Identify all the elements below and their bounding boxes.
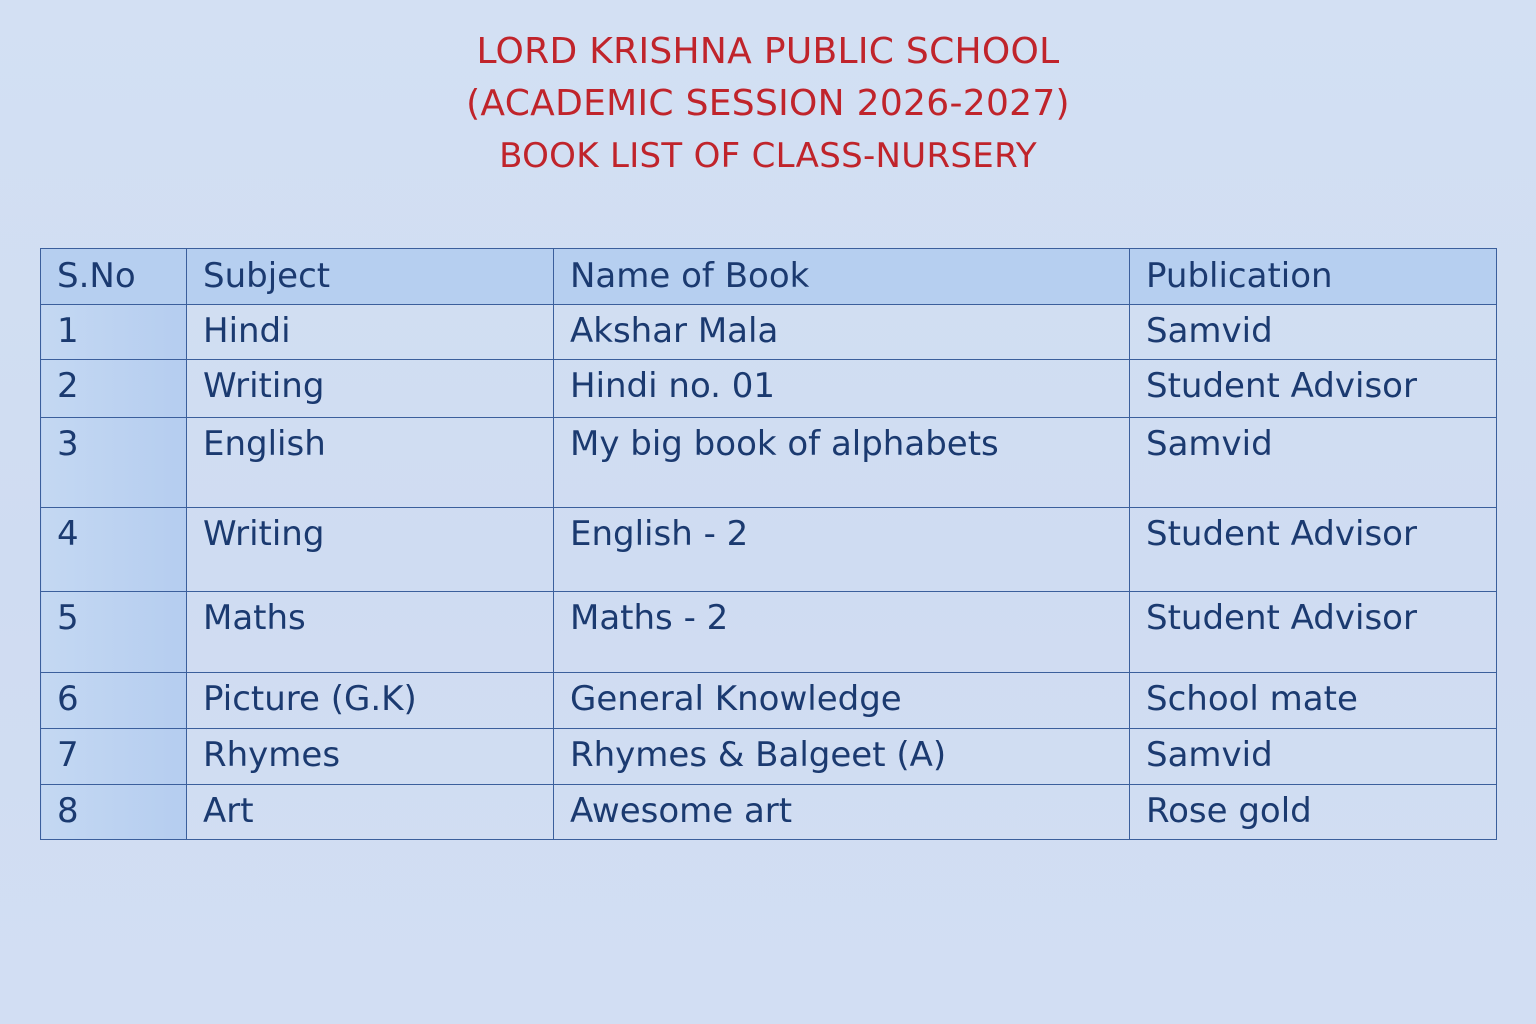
cell-subject: Hindi xyxy=(187,305,554,360)
cell-publication: Student Advisor xyxy=(1130,360,1497,418)
table-row xyxy=(41,418,1497,508)
cell-sno: 4 xyxy=(41,508,187,592)
cell-subject: Art xyxy=(187,785,554,840)
cell-subject: Picture (G.K) xyxy=(187,673,554,729)
cell-book-name: Hindi no. 01 xyxy=(554,360,1130,418)
cell-sno: 7 xyxy=(41,729,187,785)
cell-subject: Writing xyxy=(187,508,554,592)
cell-publication: Student Advisor xyxy=(1130,508,1497,592)
table-row xyxy=(41,729,1497,785)
cell-subject: Writing xyxy=(187,360,554,418)
column-header-publication: Publication xyxy=(1130,249,1497,305)
table-row xyxy=(41,508,1497,592)
cell-sno: 6 xyxy=(41,673,187,729)
column-header-subject: Subject xyxy=(187,249,554,305)
book-list-title: BOOK LIST OF CLASS-NURSERY xyxy=(499,136,1037,176)
cell-publication: Samvid xyxy=(1130,418,1497,508)
cell-book-name: Awesome art xyxy=(554,785,1130,840)
table-row xyxy=(41,673,1497,729)
column-header-book-name: Name of Book xyxy=(554,249,1130,305)
table-header-row xyxy=(41,249,1497,305)
cell-publication: Rose gold xyxy=(1130,785,1497,840)
cell-sno: 3 xyxy=(41,418,187,508)
cell-sno: 2 xyxy=(41,360,187,418)
table-row xyxy=(41,305,1497,360)
document-header xyxy=(0,26,1536,182)
column-header-sno: S.No xyxy=(41,249,187,305)
cell-publication: Samvid xyxy=(1130,305,1497,360)
cell-sno: 8 xyxy=(41,785,187,840)
academic-session: (ACADEMIC SESSION 2026-2027) xyxy=(466,83,1070,124)
table-row xyxy=(41,785,1497,840)
cell-book-name: Akshar Mala xyxy=(554,305,1130,360)
book-list-table xyxy=(40,248,1497,840)
cell-book-name: My big book of alphabets xyxy=(554,418,1130,508)
cell-book-name: Rhymes & Balgeet (A) xyxy=(554,729,1130,785)
cell-sno: 1 xyxy=(41,305,187,360)
cell-subject: Maths xyxy=(187,592,554,673)
cell-book-name: General Knowledge xyxy=(554,673,1130,729)
cell-subject: English xyxy=(187,418,554,508)
school-name: LORD KRISHNA PUBLIC SCHOOL xyxy=(476,31,1060,72)
cell-publication: Student Advisor xyxy=(1130,592,1497,673)
cell-publication: School mate xyxy=(1130,673,1497,729)
cell-book-name: English - 2 xyxy=(554,508,1130,592)
table-row xyxy=(41,592,1497,673)
table-row xyxy=(41,360,1497,418)
cell-sno: 5 xyxy=(41,592,187,673)
cell-publication: Samvid xyxy=(1130,729,1497,785)
cell-subject: Rhymes xyxy=(187,729,554,785)
cell-book-name: Maths - 2 xyxy=(554,592,1130,673)
